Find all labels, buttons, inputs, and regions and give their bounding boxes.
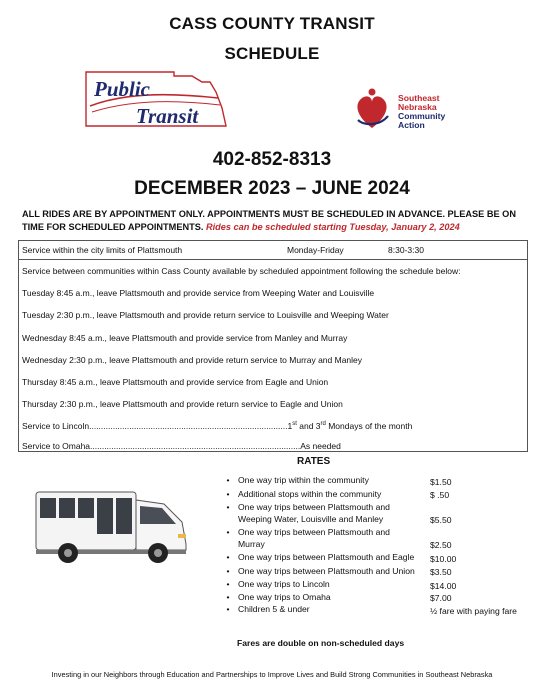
- title-line-1: CASS COUNTY TRANSIT: [169, 14, 375, 33]
- svg-text:Nebraska: Nebraska: [398, 102, 437, 112]
- notice-start-date: Rides can be scheduled starting Tuesday, January 2, 2024: [205, 222, 460, 232]
- city-service-hours: 8:30-3:30: [388, 245, 424, 255]
- rate-row: • Additional stops within the community $ .50: [226, 488, 450, 500]
- omaha-service: Service to Omaha.........................................................................................As needed: [22, 441, 341, 451]
- phone-number: 402-852-8313: [212, 149, 332, 170]
- schedule-line: Tuesday 8:45 a.m., leave Plattsmouth and provide service from Weeping Water and Louisville: [22, 288, 375, 298]
- rates-list: [218, 475, 528, 616]
- rate-row: • Children 5 & under ½ fare with paying fare: [226, 604, 517, 616]
- lincoln-service: Service to Lincoln....................................................................................1st and 3rd Mondays of the month: [22, 421, 413, 431]
- rate-row: • One way trips between Plattsmouth and Eagle $10.00: [226, 552, 457, 564]
- rate-row: • One way trip within the community $1.50: [226, 475, 452, 487]
- schedule-line: Wednesday 8:45 a.m., leave Plattsmouth and provide service from Manley and Murray: [22, 333, 348, 343]
- date-range: DECEMBER 2023 – JUNE 2024: [134, 178, 410, 199]
- footer-text: Investing in our Neighbors through Education and Partnerships to Improve Lives and Build Strong Communities in Southeast Nebraska: [51, 670, 493, 679]
- rate-row: • One way trips between Plattsmouth and Weeping Water, Louisville and Manley $5.50: [226, 502, 452, 525]
- title-line-2: SCHEDULE: [224, 44, 320, 63]
- rate-row: • One way trips to Omaha $7.00: [226, 591, 452, 603]
- public-transit-logo: [82, 68, 232, 130]
- svg-text:Southeast: Southeast: [398, 93, 440, 103]
- rate-row: • One way trips between Plattsmouth and Murray $2.50: [226, 527, 452, 550]
- schedule-line: Wednesday 2:30 p.m., leave Plattsmouth and provide return service to Murray and Manley: [22, 355, 363, 365]
- double-fare-note: Fares are double on non-scheduled days: [237, 638, 405, 648]
- schedule-intro: Service between communities within Cass County available by scheduled appointment following the schedule below:: [22, 266, 461, 276]
- divider: [18, 259, 527, 260]
- schedule-line: Tuesday 2:30 p.m., leave Plattsmouth and provide return service to Louisville and Weeping Water: [22, 310, 389, 320]
- svg-text:Community: Community: [398, 111, 446, 121]
- schedule-line: Thursday 2:30 p.m., leave Plattsmouth and provide return service to Eagle and Union: [22, 399, 343, 409]
- rates-heading: RATES: [297, 456, 331, 467]
- rate-row: • One way trips to Lincoln $14.00: [226, 579, 457, 591]
- appointment-notice: [22, 208, 532, 234]
- rate-row: • One way trips between Plattsmouth and Union $3.50: [226, 565, 452, 577]
- city-service-label: Service within the city limits of Plattsmouth: [22, 245, 183, 255]
- schedule-line: Thursday 8:45 a.m., leave Plattsmouth and provide service from Eagle and Union: [22, 377, 329, 387]
- bus-image: [30, 478, 200, 568]
- svg-text:Action: Action: [398, 120, 425, 130]
- notice-text: ALL RIDES ARE BY APPOINTMENT ONLY. APPOINTMENTS MUST BE SCHEDULED IN ADVANCE. PLEASE BE ON TIME FOR SCHEDULED APPOINTMENTS.: [22, 209, 516, 232]
- city-service-days: Monday-Friday: [287, 245, 344, 255]
- transit-text: Transit: [136, 104, 199, 128]
- community-action-logo: [352, 86, 472, 136]
- public-text: Public: [94, 77, 150, 101]
